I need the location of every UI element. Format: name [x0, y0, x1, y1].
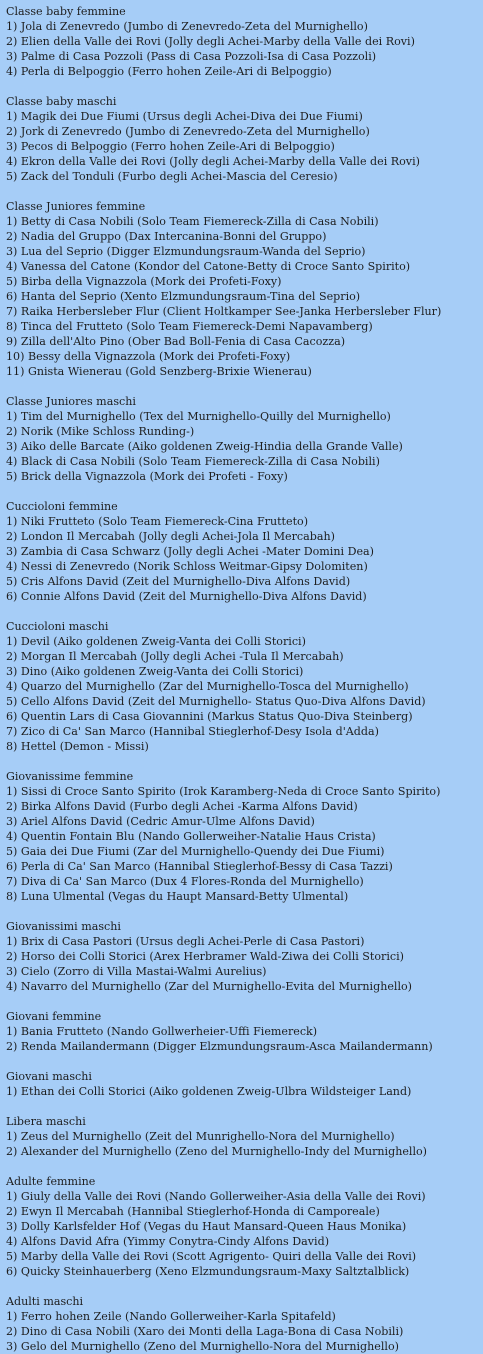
result-entry: 1) Devil (Aiko goldenen Zweig-Vanta dei Colli Storici)	[6, 635, 306, 648]
result-entry: 4) Black di Casa Nobili (Solo Team Fiemereck-Zilla di Casa Nobili)	[6, 455, 380, 468]
result-entry: 3) Ariel Alfons David (Cedric Amur-Ulme Alfons David)	[6, 815, 315, 828]
class-section	[6, 4, 483, 79]
result-entry: 5) Cello Alfons David (Zeit del Murnighello- Status Quo-Diva Alfons David)	[6, 695, 426, 708]
class-section	[6, 1294, 483, 1354]
result-entry: 8) Hettel (Demon - Missi)	[6, 740, 149, 753]
section-title: Adulte femmine	[6, 1175, 96, 1188]
result-entry: 1) Sissi di Croce Santo Spirito (Irok Karamberg-Neda di Croce Santo Spirito)	[6, 785, 441, 798]
class-section	[6, 499, 483, 604]
result-entry: 2) Birka Alfons David (Furbo degli Achei -Karma Alfons David)	[6, 800, 358, 813]
result-entry: 3) Palme di Casa Pozzoli (Pass di Casa Pozzoli-Isa di Casa Pozzoli)	[6, 50, 377, 63]
result-entry: 6) Quentin Lars di Casa Giovannini (Markus Status Quo-Diva Steinberg)	[6, 710, 413, 723]
section-title: Cuccioloni femmine	[6, 500, 118, 513]
section-title: Classe Juniores maschi	[6, 395, 136, 408]
result-entry: 1) Magik dei Due Fiumi (Ursus degli Achei-Diva dei Due Fiumi)	[6, 110, 363, 123]
result-entry: 4) Alfons David Afra (Yimmy Conytra-Cindy Alfons David)	[6, 1235, 330, 1248]
section-title: Classe baby femmine	[6, 5, 126, 18]
result-entry: 4) Quentin Fontain Blu (Nando Gollerweiher-Natalie Haus Crista)	[6, 830, 376, 843]
result-entry: 4) Nessi di Zenevredo (Norik Schloss Weitmar-Gipsy Dolomiten)	[6, 560, 368, 573]
result-entry: 1) Brix di Casa Pastori (Ursus degli Achei-Perle di Casa Pastori)	[6, 935, 365, 948]
result-entry: 5) Birba della Vignazzola (Mork dei Profeti-Foxy)	[6, 275, 282, 288]
result-entry: 11) Gnista Wienerau (Gold Senzberg-Brixie Wienerau)	[6, 365, 312, 378]
section-title: Classe Juniores femmine	[6, 200, 146, 213]
result-entry: 3) Cielo (Zorro di Villa Mastai-Walmi Aurelius)	[6, 965, 267, 978]
result-entry: 8) Luna Ulmental (Vegas du Haupt Mansard-Betty Ulmental)	[6, 890, 349, 903]
class-section	[6, 919, 483, 994]
section-title: Classe baby maschi	[6, 95, 117, 108]
class-section	[6, 619, 483, 754]
section-title: Giovanissime femmine	[6, 770, 134, 783]
result-entry: 6) Quicky Steinhauerberg (Xeno Elzmundungsraum-Maxy Saltztalblick)	[6, 1265, 410, 1278]
result-entry: 2) Renda Mailandermann (Digger Elzmundungsraum-Asca Mailandermann)	[6, 1040, 433, 1053]
result-entry: 4) Quarzo del Murnighello (Zar del Murnighello-Tosca del Murnighello)	[6, 680, 409, 693]
result-entry: 1) Zeus del Murnighello (Zeit del Munrighello-Nora del Murnighello)	[6, 1130, 395, 1143]
result-entry: 2) London Il Mercabah (Jolly degli Achei-Jola Il Mercabah)	[6, 530, 335, 543]
result-entry: 1) Bania Frutteto (Nando Gollwerheier-Uffi Fiemereck)	[6, 1025, 318, 1038]
result-entry: 1) Ferro hohen Zeile (Nando Gollerweiher-Karla Spitafeld)	[6, 1310, 336, 1323]
result-entry: 5) Brick della Vignazzola (Mork dei Profeti - Foxy)	[6, 470, 288, 483]
class-section	[6, 199, 483, 379]
result-entry: 5) Cris Alfons David (Zeit del Murnighello-Diva Alfons David)	[6, 575, 351, 588]
result-entry: 2) Dino di Casa Nobili (Xaro dei Monti della Laga-Bona di Casa Nobili)	[6, 1325, 404, 1338]
result-entry: 2) Norik (Mike Schloss Runding-)	[6, 425, 195, 438]
result-entry: 7) Diva di Ca' San Marco (Dux 4 Flores-Ronda del Murnighello)	[6, 875, 364, 888]
class-section	[6, 1009, 483, 1054]
class-section	[6, 394, 483, 484]
result-entry: 3) Lua del Seprio (Digger Elzmundungsraum-Wanda del Seprio)	[6, 245, 366, 258]
class-section	[6, 1069, 483, 1099]
result-entry: 2) Nadia del Gruppo (Dax Intercanina-Bonni del Gruppo)	[6, 230, 327, 243]
result-entry: 8) Tinca del Frutteto (Solo Team Fiemereck-Demi Napavamberg)	[6, 320, 373, 333]
result-entry: 1) Jola di Zenevredo (Jumbo di Zenevredo-Zeta del Murnighello)	[6, 20, 368, 33]
result-entry: 4) Vanessa del Catone (Kondor del Catone-Betty di Croce Santo Spirito)	[6, 260, 411, 273]
section-title: Cuccioloni maschi	[6, 620, 109, 633]
result-entry: 1) Tim del Murnighello (Tex del Murnighello-Quilly del Murnighello)	[6, 410, 391, 423]
section-title: Giovanissimi maschi	[6, 920, 121, 933]
result-entry: 6) Connie Alfons David (Zeit del Murnighello-Diva Alfons David)	[6, 590, 367, 603]
result-entry: 3) Dino (Aiko goldenen Zweig-Vanta dei Colli Storici)	[6, 665, 304, 678]
result-entry: 5) Gaia dei Due Fiumi (Zar del Murnighello-Quendy dei Due Fiumi)	[6, 845, 385, 858]
result-entry: 2) Ewyn Il Mercabah (Hannibal Stieglerhof-Honda di Camporeale)	[6, 1205, 380, 1218]
result-entry: 6) Perla di Ca' San Marco (Hannibal Stieglerhof-Bessy di Casa Tazzi)	[6, 860, 393, 873]
result-entry: 4) Perla di Belpoggio (Ferro hohen Zeile-Ari di Belpoggio)	[6, 65, 332, 78]
result-entry: 1) Betty di Casa Nobili (Solo Team Fiemereck-Zilla di Casa Nobili)	[6, 215, 379, 228]
result-entry: 7) Raika Herbersleber Flur (Client Holtkamper See-Janka Herbersleber Flur)	[6, 305, 442, 318]
result-entry: 1) Niki Frutteto (Solo Team Fiemereck-Cina Frutteto)	[6, 515, 309, 528]
result-entry: 2) Horso dei Colli Storici (Arex Herbramer Wald-Ziwa dei Colli Storici)	[6, 950, 404, 963]
result-entry: 10) Bessy della Vignazzola (Mork dei Profeti-Foxy)	[6, 350, 291, 363]
result-entry: 1) Giuly della Valle dei Rovi (Nando Gollerweiher-Asia della Valle dei Rovi)	[6, 1190, 426, 1203]
result-entry: 3) Aiko delle Barcate (Aiko goldenen Zweig-Hindia della Grande Valle)	[6, 440, 403, 453]
section-title: Adulti maschi	[6, 1295, 84, 1308]
class-section	[6, 1174, 483, 1279]
result-entry: 2) Elien della Valle dei Rovi (Jolly degli Achei-Marby della Valle dei Rovi)	[6, 35, 415, 48]
section-title: Libera maschi	[6, 1115, 86, 1128]
result-entry: 3) Gelo del Murnighello (Zeno del Murnighello-Nora del Murnighello)	[6, 1340, 399, 1353]
result-entry: 6) Hanta del Seprio (Xento Elzmundungsraum-Tina del Seprio)	[6, 290, 361, 303]
class-section	[6, 1114, 483, 1159]
result-entry: 9) Zilla dell'Alto Pino (Ober Bad Boll-Fenia di Casa Cacozza)	[6, 335, 346, 348]
result-entry: 3) Pecos di Belpoggio (Ferro hohen Zeile-Ari di Belpoggio)	[6, 140, 335, 153]
class-section	[6, 769, 483, 904]
class-section	[6, 94, 483, 184]
result-entry: 5) Zack del Tonduli (Furbo degli Achei-Mascia del Ceresio)	[6, 170, 338, 183]
section-title: Giovani femmine	[6, 1010, 102, 1023]
section-title: Giovani maschi	[6, 1070, 92, 1083]
result-entry: 3) Zambia di Casa Schwarz (Jolly degli Achei -Mater Domini Dea)	[6, 545, 374, 558]
result-entry: 1) Ethan dei Colli Storici (Aiko goldenen Zweig-Ulbra Wildsteiger Land)	[6, 1085, 412, 1098]
result-entry: 3) Dolly Karlsfelder Hof (Vegas du Haut Mansard-Queen Haus Monika)	[6, 1220, 407, 1233]
result-entry: 2) Jork di Zenevredo (Jumbo di Zenevredo-Zeta del Murnighello)	[6, 125, 370, 138]
result-entry: 7) Zico di Ca' San Marco (Hannibal Stieglerhof-Desy Isola d'Adda)	[6, 725, 379, 738]
result-entry: 2) Morgan Il Mercabah (Jolly degli Achei -Tula Il Mercabah)	[6, 650, 344, 663]
result-entry: 4) Ekron della Valle dei Rovi (Jolly degli Achei-Marby della Valle dei Rovi)	[6, 155, 420, 168]
result-entry: 2) Alexander del Murnighello (Zeno del Murnighello-Indy del Murnighello)	[6, 1145, 428, 1158]
result-entry: 5) Marby della Valle dei Rovi (Scott Agrigento- Quiri della Valle dei Rovi)	[6, 1250, 417, 1263]
result-entry: 4) Navarro del Murnighello (Zar del Murnighello-Evita del Murnighello)	[6, 980, 413, 993]
